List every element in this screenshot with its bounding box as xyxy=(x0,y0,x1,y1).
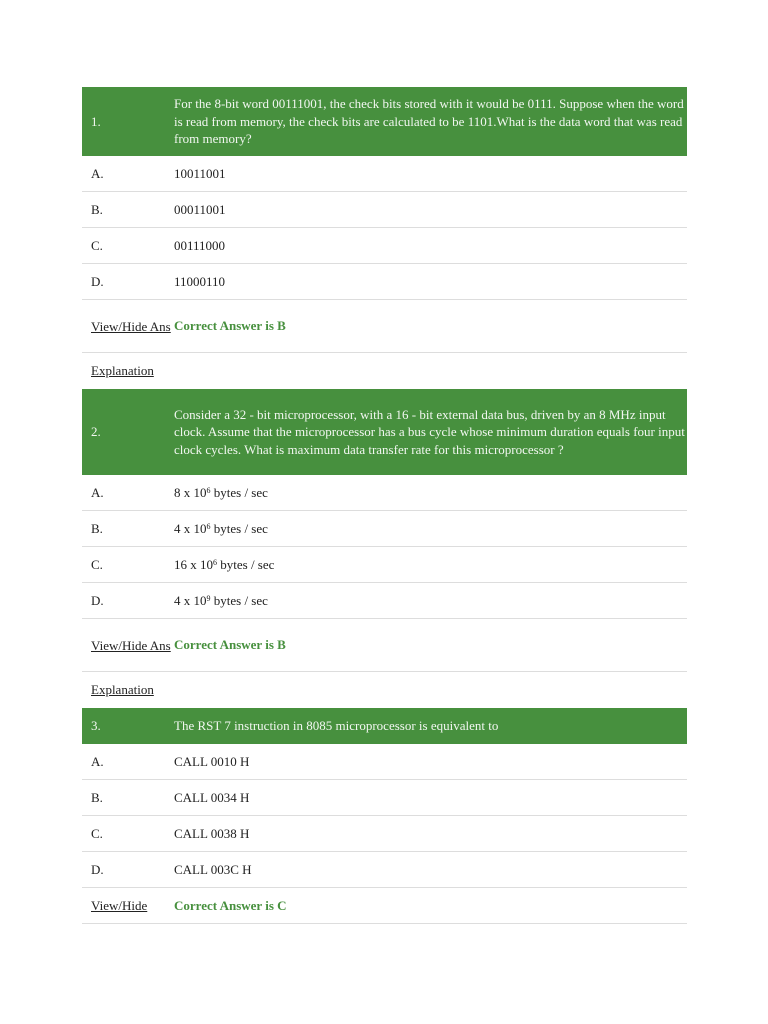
option-letter: A. xyxy=(91,484,104,500)
question-number: 3. xyxy=(91,718,101,733)
question-number: 2. xyxy=(91,424,101,439)
option-letter: D. xyxy=(91,592,104,608)
option-row xyxy=(82,547,687,583)
option-letter: C. xyxy=(91,825,103,841)
option-row xyxy=(82,583,687,619)
option-value: CALL 0038 H xyxy=(174,825,250,841)
option-letter: B. xyxy=(91,520,103,536)
option-letter: B. xyxy=(91,789,103,805)
option-letter: D. xyxy=(91,273,104,289)
exponent: 6 xyxy=(206,521,211,531)
option-row xyxy=(82,816,687,852)
question-header-1 xyxy=(82,87,687,156)
question-sheet xyxy=(82,87,687,924)
correct-answer-text: Correct Answer is B xyxy=(174,318,286,334)
option-value: 4 x $10^9$ bytes / sec xyxy=(174,592,268,608)
correct-answer-text: Correct Answer is C xyxy=(174,897,287,913)
option-value: 4 x $10^6$ bytes / sec xyxy=(174,520,268,536)
explanation-link[interactable]: Explanation xyxy=(91,363,154,378)
correct-answer-text: Correct Answer is B xyxy=(174,637,286,653)
answer-row xyxy=(82,619,687,672)
option-letter: C. xyxy=(91,556,103,572)
option-value: 16 x $10^6$ bytes / sec xyxy=(174,556,275,572)
option-letter: D. xyxy=(91,861,104,877)
option-row xyxy=(82,156,687,192)
question-text: The RST 7 instruction in 8085 microprocessor is equivalent to xyxy=(174,718,499,734)
option-letter: A. xyxy=(91,165,104,181)
exponent: 6 xyxy=(213,557,217,567)
option-row xyxy=(82,780,687,816)
option-row xyxy=(82,852,687,888)
option-value: 10011001 xyxy=(174,165,226,181)
view-hide-answer-link[interactable]: View/Hide Ans xyxy=(91,637,171,653)
exponent: 9 xyxy=(206,593,211,603)
option-value: 00011001 xyxy=(174,201,226,217)
question-number: 1. xyxy=(91,113,101,129)
answer-row xyxy=(82,300,687,353)
answer-row xyxy=(82,888,687,924)
option-value: CALL 003C H xyxy=(174,861,252,877)
question-header-3 xyxy=(82,708,687,744)
option-value: 8 x $10^6$ bytes / sec xyxy=(174,484,268,500)
option-letter: B. xyxy=(91,201,103,217)
question-text: For the 8-bit word 00111001, the check bits stored with it would be 0111. Suppose when the word is read from memory, the check bits are calculated to be 1101.What is the data word that was read from memory? xyxy=(174,96,684,147)
exponent: 6 xyxy=(206,485,211,495)
view-hide-answer-link[interactable]: View/Hide Ans xyxy=(91,318,171,334)
option-row xyxy=(82,228,687,264)
option-row xyxy=(82,264,687,300)
explanation-row xyxy=(82,672,687,708)
option-row xyxy=(82,511,687,547)
option-row xyxy=(82,475,687,511)
question-text: Consider a 32 - bit microprocessor, with a 16 - bit external data bus, driven by an 8 MHz input clock. Assume that the microprocessor has a bus cycle whose minimum duration equals four input clock cycles. What is maximum data transfer rate for this microprocessor ? xyxy=(174,406,685,457)
option-row xyxy=(82,744,687,780)
option-value: CALL 0034 H xyxy=(174,789,250,805)
explanation-row xyxy=(82,353,687,389)
view-hide-answer-link[interactable]: View/Hide xyxy=(91,897,148,913)
option-value: 11000110 xyxy=(174,273,226,289)
question-header-2 xyxy=(82,389,687,475)
option-value: 00111000 xyxy=(174,237,226,253)
option-letter: C. xyxy=(91,237,103,253)
option-row xyxy=(82,192,687,228)
option-letter: A. xyxy=(91,753,104,769)
option-value: CALL 0010 H xyxy=(174,753,250,769)
explanation-link[interactable]: Explanation xyxy=(91,682,154,697)
